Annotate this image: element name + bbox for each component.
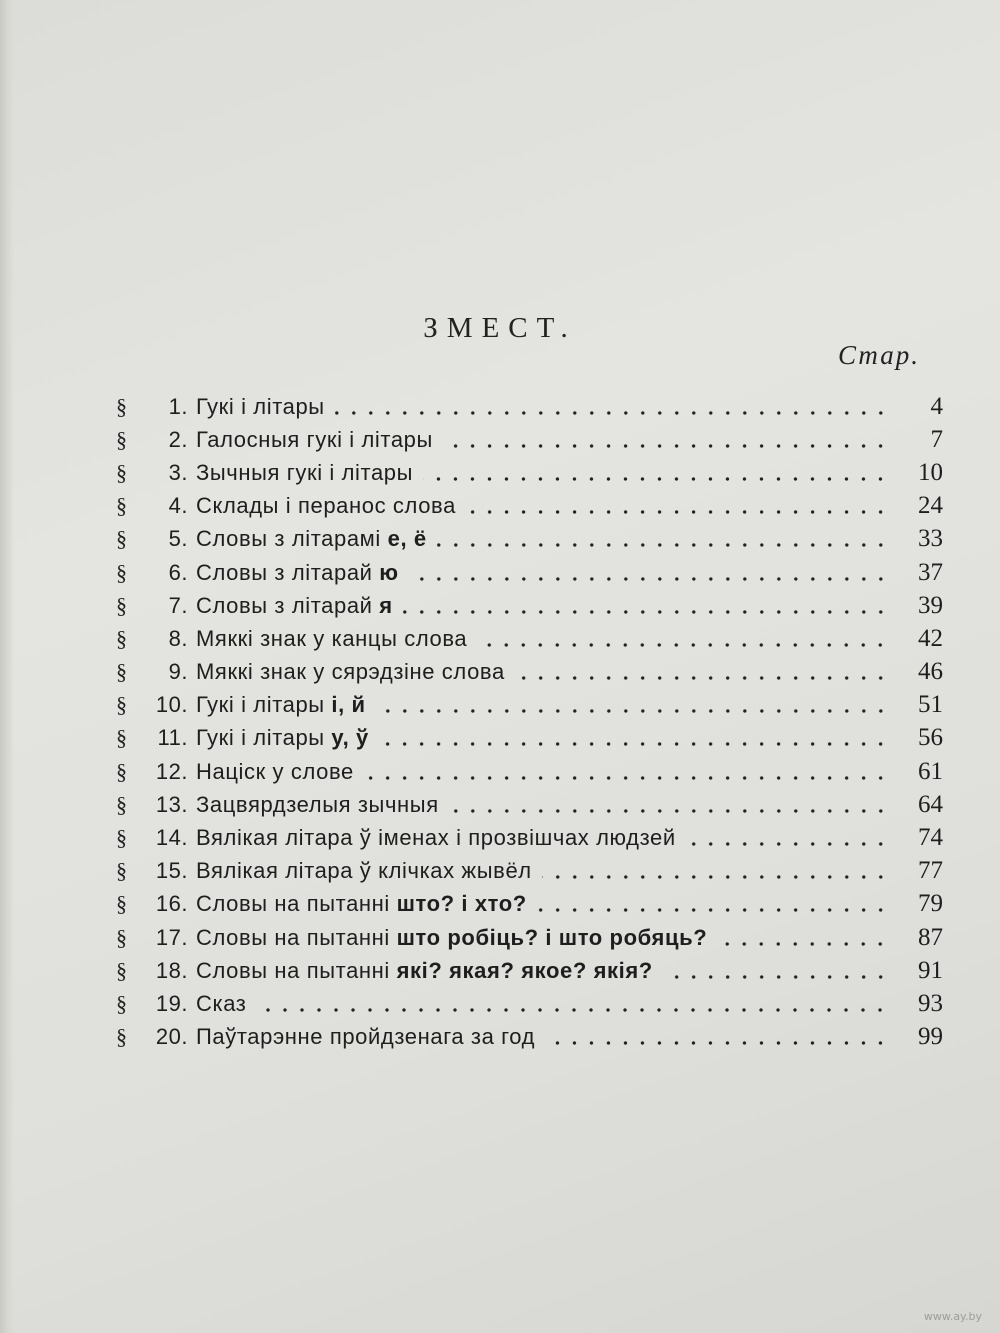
dot-leader — [437, 542, 889, 548]
toc-entry — [108, 722, 943, 755]
dot-leader — [466, 509, 889, 515]
toc-entry-number: 13. — [155, 791, 188, 817]
section-mark: § — [116, 592, 127, 618]
toc-entry-number: 17. — [155, 924, 188, 950]
toc-entry-number: 7. — [168, 592, 188, 618]
toc-entry-number: 18. — [155, 957, 188, 983]
toc-entry-highlight: я — [379, 592, 393, 618]
section-mark: § — [116, 526, 127, 552]
toc-entry-text: Гукі і літары — [196, 393, 325, 419]
dot-leader — [542, 874, 889, 880]
dot-leader — [515, 675, 889, 681]
toc-entry-page-number: 64 — [918, 790, 943, 818]
toc-entry — [108, 755, 943, 788]
toc-entry-label — [196, 460, 413, 486]
toc-entry-label — [196, 891, 527, 917]
page-binding-edge — [0, 0, 14, 1333]
section-mark: § — [116, 659, 127, 685]
toc-entry — [108, 622, 943, 655]
toc-entry-text: Націск у слове — [196, 758, 354, 784]
toc-entry-text: Вялікая літара ў клічках жывёл — [196, 858, 532, 884]
toc-entry-label — [196, 825, 676, 851]
section-mark: § — [116, 1024, 127, 1050]
toc-entry-highlight: ю — [379, 559, 399, 585]
toc-entry-highlight: е, ё — [387, 526, 427, 552]
section-mark: § — [116, 559, 127, 585]
watermark: www.ay.by — [923, 1310, 982, 1323]
toc-entry — [108, 490, 943, 523]
toc-entry-text: Зацвярдзелыя зычныя — [196, 791, 439, 817]
toc-entry — [108, 456, 943, 489]
toc-entry-text: Зычныя гукі і літары — [196, 459, 414, 485]
toc-entry-label — [196, 593, 393, 619]
toc-entry-text: Вялікая літара ў іменах і прозвішчах людзей — [196, 825, 676, 851]
toc-entry-page-number: 77 — [918, 857, 943, 885]
toc-entry-page-number: 24 — [918, 492, 943, 520]
toc-entry-number: 11. — [157, 725, 188, 751]
toc-entry-page-number: 99 — [918, 1023, 943, 1051]
toc-entry-number: 16. — [155, 891, 188, 917]
toc-entry-text: Словы на пытанні — [196, 891, 397, 917]
toc-entry-page-number: 74 — [918, 824, 943, 852]
toc-entry-text: Мяккі знак у канцы слова — [196, 625, 468, 651]
toc-entry-text: Паўтарэнне пройдзенага за год — [196, 1024, 536, 1050]
toc-entry-page-number: 93 — [918, 989, 943, 1017]
toc-entry — [108, 788, 943, 821]
toc-entry-label — [196, 427, 433, 453]
section-mark: § — [116, 692, 127, 718]
dot-leader — [537, 907, 889, 913]
toc-entry-label — [196, 394, 325, 420]
toc-entry-highlight: што робіць? і што робяць? — [396, 924, 708, 950]
dot-leader — [376, 708, 889, 714]
toc-entry-text: Словы з літарай — [196, 559, 380, 585]
toc-entry — [108, 589, 943, 622]
dot-leader — [686, 841, 889, 847]
dot-leader — [335, 410, 889, 416]
section-mark: § — [116, 858, 127, 884]
section-mark: § — [116, 957, 127, 983]
toc-entry — [108, 423, 943, 456]
toc-entry-text: Словы на пытанні — [196, 957, 397, 983]
section-mark: § — [116, 725, 127, 751]
section-mark: § — [116, 493, 127, 519]
toc-entry — [108, 888, 943, 921]
toc-entry — [108, 523, 943, 556]
toc-entry-highlight: і, й — [331, 692, 366, 718]
dot-leader — [663, 974, 889, 980]
toc-entry-page-number: 87 — [918, 923, 943, 951]
toc-entry — [108, 656, 943, 689]
toc-entry — [108, 954, 943, 987]
toc-entry — [108, 987, 943, 1020]
toc-entry-number: 3. — [168, 459, 188, 485]
section-mark: § — [116, 625, 127, 651]
toc-entry — [108, 390, 943, 423]
section-mark: § — [116, 393, 127, 419]
toc-entry-page-number: 79 — [918, 890, 943, 918]
dot-leader — [364, 775, 889, 781]
toc-entry-page-number: 91 — [918, 956, 943, 984]
section-mark: § — [116, 791, 127, 817]
toc-entry-page-number: 37 — [918, 558, 943, 586]
section-mark: § — [116, 426, 127, 452]
dot-leader — [423, 476, 889, 482]
toc-entry-label — [196, 493, 456, 519]
toc-entry-page-number: 56 — [918, 724, 943, 752]
toc-entry-number: 19. — [155, 990, 188, 1016]
dot-leader — [717, 941, 889, 947]
toc-entry-text: Сказ — [196, 990, 247, 1016]
toc-entry-label — [196, 792, 439, 818]
toc-entry-page-number: 7 — [930, 425, 943, 453]
toc-entry-text: Гукі і літары — [196, 725, 332, 751]
toc-entry-number: 12. — [155, 758, 188, 784]
toc-entry-number: 10. — [155, 692, 188, 718]
toc-entry-number: 15. — [155, 858, 188, 884]
toc-entry-page-number: 4 — [930, 392, 943, 420]
toc-entry-text: Словы з літарай — [196, 592, 380, 618]
toc-entry-highlight: у, ў — [331, 725, 369, 751]
dot-leader — [477, 642, 889, 648]
toc-entry — [108, 556, 943, 589]
toc-entry-label — [196, 991, 246, 1017]
toc-entry-page-number: 10 — [918, 458, 943, 486]
dot-leader — [379, 741, 889, 747]
toc-entry — [108, 821, 943, 854]
toc-entry-text: Мяккі знак у сярэдзіне слова — [196, 659, 505, 685]
toc-entry-label — [196, 958, 653, 984]
toc-entry-number: 1. — [168, 393, 188, 419]
toc-entry-number: 8. — [168, 625, 188, 651]
toc-entry-label — [196, 858, 532, 884]
toc-entry-label — [196, 560, 399, 586]
toc-entry-label — [196, 659, 505, 685]
dot-leader — [256, 1007, 889, 1013]
toc-entry-text: Склады і перанос слова — [196, 493, 456, 519]
dot-leader — [449, 808, 889, 814]
section-mark: § — [116, 459, 127, 485]
toc-entry-highlight: які? якая? якое? якія? — [396, 957, 653, 983]
toc-entry-label — [196, 1024, 535, 1050]
toc-entry-label — [196, 526, 427, 552]
toc-entry-number: 6. — [168, 559, 188, 585]
section-mark: § — [116, 825, 127, 851]
toc-entry-page-number: 42 — [918, 624, 943, 652]
toc-entry-label — [196, 626, 467, 652]
section-mark: § — [116, 758, 127, 784]
toc-entry-text: Словы з літарамі — [196, 526, 388, 552]
toc-entry-label — [196, 759, 354, 785]
toc-entry-number: 14. — [155, 825, 188, 851]
toc-entry-page-number: 46 — [918, 658, 943, 686]
toc-entry-highlight: што? і хто? — [396, 891, 527, 917]
dot-leader — [443, 443, 889, 449]
section-mark: § — [116, 990, 127, 1016]
toc-entry-number: 9. — [168, 659, 188, 685]
toc-entry-page-number: 51 — [918, 691, 943, 719]
dot-leader — [545, 1040, 889, 1046]
toc-entry — [108, 1021, 943, 1054]
toc-entry-number: 4. — [168, 493, 188, 519]
toc-entry-text: Галосныя гукі і літары — [196, 426, 433, 452]
dot-leader — [409, 576, 889, 582]
toc-entry-number: 5. — [168, 526, 188, 552]
toc-entry-page-number: 33 — [918, 525, 943, 553]
toc-entry-page-number: 39 — [918, 591, 943, 619]
toc-entry-text: Словы на пытанні — [196, 924, 397, 950]
toc-entry — [108, 921, 943, 954]
toc-entry — [108, 855, 943, 888]
toc-entry-number: 2. — [168, 426, 188, 452]
section-mark: § — [116, 891, 127, 917]
dot-leader — [403, 609, 889, 615]
toc-entry — [108, 689, 943, 722]
toc-entry-label — [196, 725, 369, 751]
toc-entry-number: 20. — [155, 1024, 188, 1050]
toc-entry-text: Гукі і літары — [196, 692, 332, 718]
toc-title: ЗМЕСТ. — [423, 312, 577, 344]
section-mark: § — [116, 924, 127, 950]
toc-entry-page-number: 61 — [918, 757, 943, 785]
toc-entry-label — [196, 692, 366, 718]
toc-entry-label — [196, 925, 707, 951]
page-column-header: Стар. — [838, 340, 920, 370]
table-of-contents — [108, 390, 943, 1054]
